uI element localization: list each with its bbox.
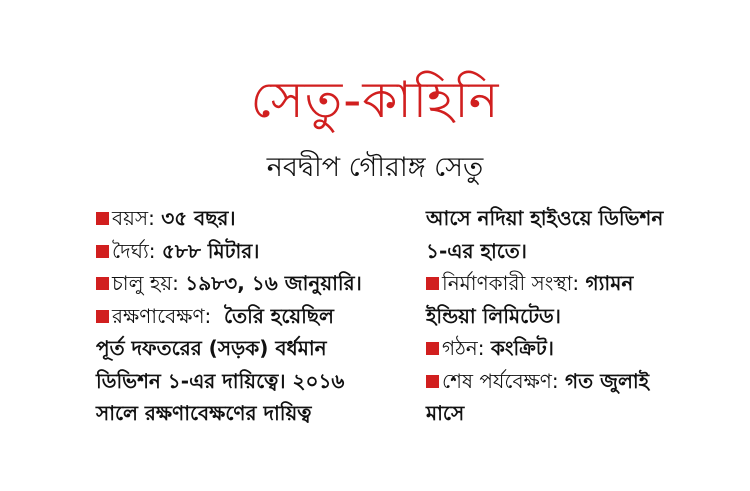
last-inspection-label: শেষ পর্যবেক্ষণ: [442, 368, 559, 393]
maintenance-text-line5: আসে নদিয়া হাইওয়ে ডিভিশন [426, 206, 664, 230]
info-item-age [96, 202, 416, 235]
red-square-bullet-icon [96, 212, 109, 225]
age-label: বয়স: [112, 206, 155, 230]
last-inspection-value-line1: গত জুলাই [565, 368, 650, 393]
red-square-bullet-icon [96, 310, 109, 323]
maintenance-text-line2: পূর্ত দফতরের (সড়ক) বর্ধমান [96, 336, 327, 360]
age-value: ৩৫ বছর। [161, 206, 236, 230]
last-inspection-value-line2: মাসে [426, 401, 465, 425]
builder-value-line1: গ্যামন [585, 271, 634, 295]
red-square-bullet-icon [426, 375, 439, 388]
info-item-builder [426, 267, 726, 300]
red-square-bullet-icon [96, 277, 109, 290]
info-item-structure [426, 332, 726, 365]
left-column [96, 202, 416, 430]
page-subtitle: নবদ্বীপ গৌরাঙ্গ সেতু [266, 152, 484, 183]
maintenance-label: রক্ষণাবেক্ষণ: [112, 303, 212, 328]
structure-value: কংক্রিট। [490, 336, 554, 360]
opened-label: চালু হয়: [112, 271, 179, 295]
info-item-last-inspection [426, 365, 726, 398]
length-value: ৫৮৮ মিটার। [161, 238, 260, 263]
builder-value-line2: ইন্ডিয়া লিমিটেড। [426, 303, 561, 328]
info-item-opened [96, 267, 416, 300]
opened-value: ১৯৮৩, ১৬ জানুয়ারি। [185, 271, 362, 295]
red-square-bullet-icon [426, 277, 439, 290]
page-title: সেতু-কাহিনি [250, 71, 500, 129]
maintenance-text-line4: সালে রক্ষণাবেক্ষণের দায়িত্ব [96, 401, 312, 425]
right-column [426, 202, 726, 430]
maintenance-text-line1: তৈরি হয়েছিল [224, 303, 334, 328]
info-item-length [96, 235, 416, 268]
red-square-bullet-icon [426, 342, 439, 355]
maintenance-text-line3: ডিভিশন ১-এর দায়িত্বে। ২০১৬ [96, 368, 345, 393]
maintenance-text-line6: ১-এর হাতে। [426, 238, 527, 263]
red-square-bullet-icon [96, 245, 109, 258]
info-item-maintenance [96, 300, 416, 333]
length-label: দৈর্ঘ্য: [112, 238, 156, 263]
builder-label: নির্মাণকারী সংস্থা: [442, 271, 580, 295]
structure-label: গঠন: [442, 336, 485, 360]
